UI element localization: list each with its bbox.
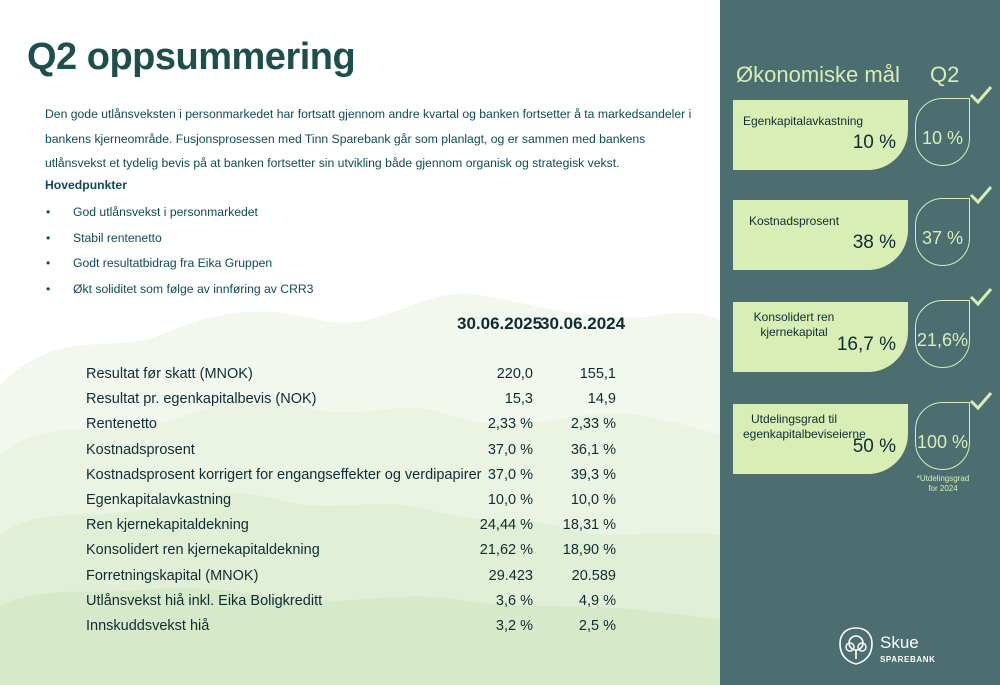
table-row (86, 517, 626, 542)
goal-target: 50 % (852, 436, 896, 457)
goal-target: 38 % (852, 232, 896, 253)
row-value-2025: 29.423 (488, 567, 533, 584)
row-value-2024: 2,5 % (578, 617, 616, 634)
footnote: *Utdelingsgrad for 2024 (916, 474, 970, 493)
goal-target: 16,7 % (836, 334, 896, 355)
row-value-2024: 18,90 % (562, 542, 616, 559)
goal-label: Konsolidert ren kjernekapital (753, 310, 835, 339)
goal-q2-bubble (915, 98, 970, 166)
highlights-heading: Hovedpunkter (45, 178, 127, 192)
row-label: Konsolidert ren kjernekapitaldekning (86, 542, 320, 559)
bullet-icon: • (46, 230, 51, 245)
row-value-2025: 3,6 % (495, 592, 533, 609)
row-value-2024: 155,1 (579, 366, 616, 382)
row-value-2024: 2,33 % (570, 416, 616, 433)
logo-subtitle: SPAREBANK (880, 655, 936, 664)
goal-q2-bubble (915, 198, 970, 266)
goal-q2-value: 37 % (921, 228, 964, 248)
page-title: Q2 oppsummering (27, 36, 356, 78)
row-value-2024: 39,3 % (570, 466, 616, 483)
table-row (86, 366, 626, 391)
goal-label: Kostnadsprosent (748, 214, 840, 228)
goal-q2-bubble (915, 402, 970, 470)
table-row (86, 618, 626, 643)
goal-card-konsolidert (733, 302, 908, 372)
row-label: Forretningskapital (MNOK) (86, 567, 259, 584)
highlights-list (45, 201, 313, 304)
row-label: Rentenetto (86, 416, 157, 433)
row-value-2025: 37,0 % (487, 466, 533, 483)
row-label: Resultat før skatt (MNOK) (86, 366, 253, 382)
skue-logo (838, 626, 958, 670)
list-item: • Godt resultatbidrag fra Eika Gruppen (45, 252, 313, 278)
check-icon (968, 184, 994, 206)
row-value-2024: 18,31 % (562, 517, 616, 534)
intro-paragraph: Den gode utlånsveksten i personmarkedet har fortsatt gjennom andre kvartal og banken fortsetter å ta markedsandeler i bankens kjerneområde. Fusjonsprosessen med Tinn Sparebank går som planlagt, og er sammen med bankens utlånsvekst et tydelig bevis på at banken fortsetter sin utvikling både gjennom organisk og strategisk vekst. (45, 107, 692, 170)
row-label: Kostnadsprosent korrigert for engangseffekter og verdipapirer (86, 466, 482, 483)
row-label: Resultat pr. egenkapitalbevis (NOK) (86, 391, 317, 408)
list-item: • God utlånsvekst i personmarkedet (45, 201, 313, 227)
row-value-2025: 37,0 % (487, 441, 533, 458)
table-row (86, 542, 626, 567)
column-header-2025: 30.06.2025 (457, 314, 543, 333)
goal-q2-value: 10 % (921, 128, 964, 148)
goal-target: 10 % (852, 132, 896, 153)
goal-q2-value: 100 % (916, 432, 969, 452)
row-label: Kostnadsprosent (86, 441, 195, 458)
row-value-2025: 220,0 (496, 366, 533, 382)
kpi-table (86, 366, 626, 643)
goal-label: Egenkapitalavkastning (743, 114, 864, 128)
row-value-2024: 4,9 % (578, 592, 616, 609)
table-row (86, 442, 626, 467)
row-value-2025: 3,2 % (495, 617, 533, 634)
bullet-icon: • (46, 282, 51, 297)
goal-label: Utdelingsgrad til egenkapitalbeviseierne (743, 412, 866, 441)
bullet-icon: • (46, 205, 51, 219)
row-label: Ren kjernekapitaldekning (86, 517, 249, 534)
goals-title: Økonomiske mål (736, 62, 900, 87)
list-item: • Stabil rentenetto (45, 227, 313, 253)
table-row (86, 467, 626, 492)
row-value-2025: 21,62 % (479, 542, 533, 559)
table-row (86, 492, 626, 517)
row-value-2025: 15,3 (504, 391, 533, 408)
goal-q2-bubble (915, 300, 970, 368)
check-icon (968, 390, 994, 412)
list-item: • Økt soliditet som følge av innføring av CRR3 (45, 278, 313, 304)
table-row (86, 568, 626, 593)
bullet-icon: • (46, 256, 51, 271)
column-header-2024: 30.06.2024 (540, 314, 626, 333)
goals-sidebar (720, 0, 1000, 685)
goal-q2-value: 21,6% (916, 330, 969, 350)
goals-q2-label: Q2 (930, 62, 960, 87)
tree-logo-icon (838, 626, 874, 666)
row-value-2024: 20.589 (571, 567, 616, 584)
row-value-2024: 10,0 % (570, 491, 616, 508)
row-value-2025: 2,33 % (487, 416, 533, 433)
goal-card-egenkapitalavkastning (733, 100, 908, 170)
row-value-2024: 14,9 (587, 391, 616, 408)
table-row (86, 391, 626, 416)
goal-card-utdelingsgrad (733, 404, 908, 474)
row-value-2025: 10,0 % (487, 491, 533, 508)
logo-name: Skue (880, 633, 919, 652)
row-label: Egenkapitalavkastning (86, 491, 232, 508)
check-icon (968, 286, 994, 308)
table-row (86, 416, 626, 441)
row-value-2024: 36,1 % (570, 441, 616, 458)
check-icon (968, 84, 994, 106)
row-value-2025: 24,44 % (479, 517, 533, 534)
row-label: Utlånsvekst hiå inkl. Eika Boligkreditt (86, 592, 323, 609)
goal-card-kostnadsprosent (733, 200, 908, 270)
row-label: Innskuddsvekst hiå (86, 617, 210, 634)
table-row (86, 593, 626, 618)
